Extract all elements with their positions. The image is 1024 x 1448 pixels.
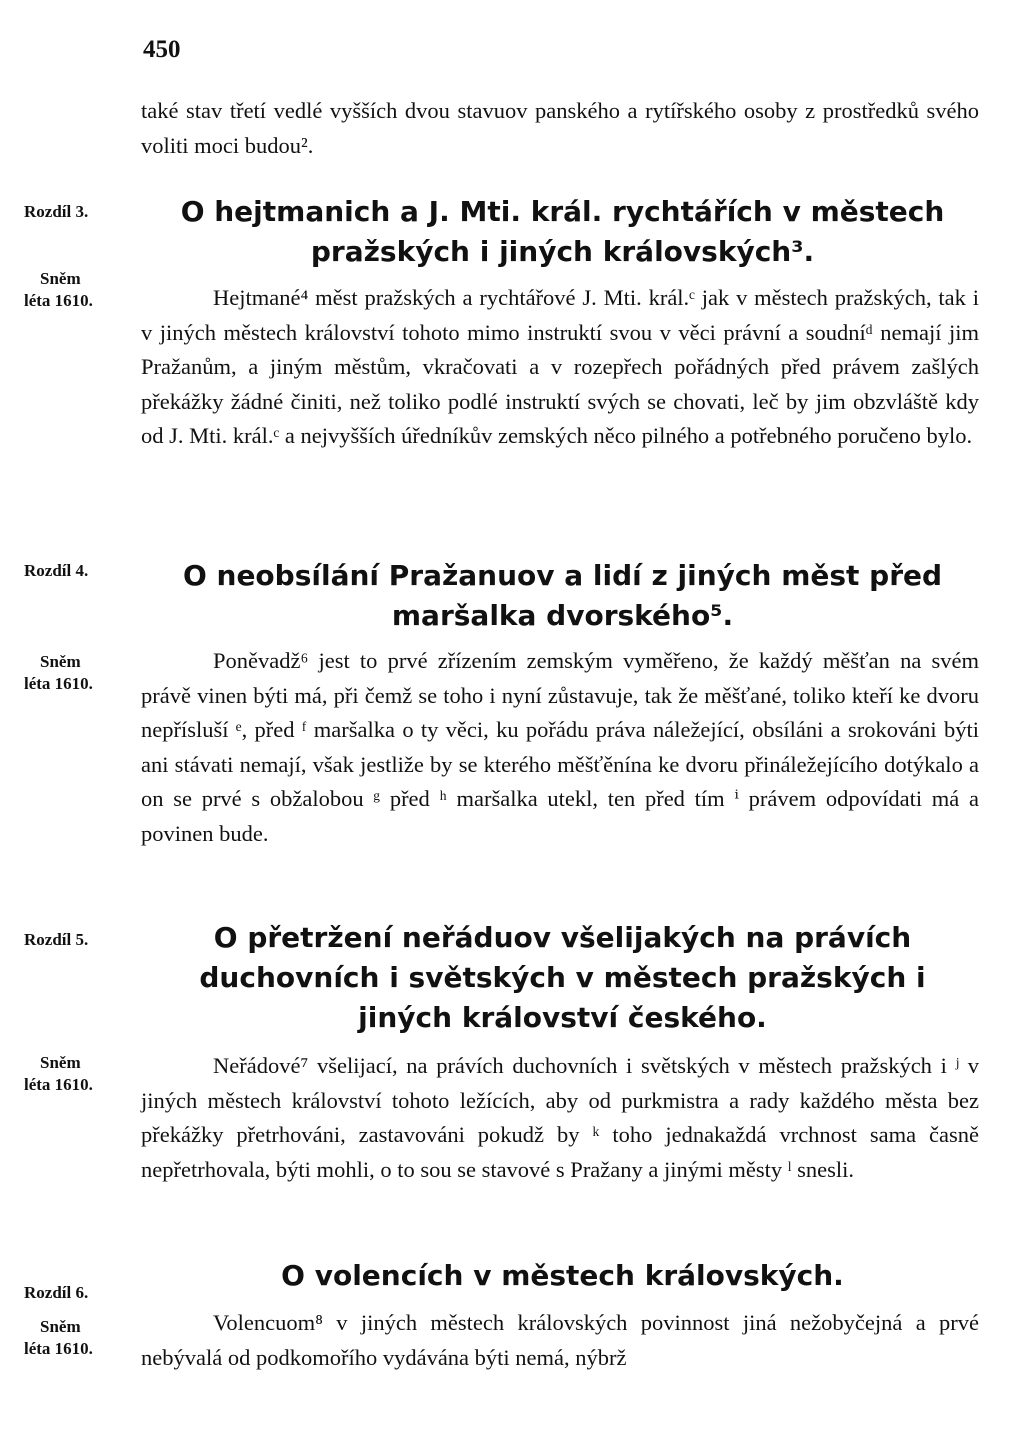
margin-note-snem-5 bbox=[24, 1052, 134, 1096]
section-paragraph: Poněvadž⁶ jest to prvé zřízením zemským vyměřeno, že každý měšťan na svém právě vinen býti má, při čemž se toho i nyní zůstavuje, tak že měšťané, toliko kteří ke dvoru nepřísluší ᵉ, před ᶠ maršalka o ty věci, ku pořádu práva náležející, obsíláni a srokováni býti ani stávati nemají, však jestliže by se kterého měšťěnína ke dvoru přináležejícího dotýkalo a on se prvé s obžalobou ᵍ před ʰ maršalka utekl, ten před tím ⁱ právem odpovídati má a povinen bude. bbox=[141, 648, 979, 846]
section-heading: O volencích v městech královských. bbox=[281, 1259, 844, 1292]
section-heading: O hejtmanich a J. Mti. král. rychtářích v městech pražských i jiných královských³. bbox=[180, 195, 945, 268]
margin-snem: Sněm bbox=[40, 1053, 81, 1072]
page-number: 450 bbox=[143, 36, 181, 63]
margin-note-section-3 bbox=[24, 201, 134, 223]
intro-paragraph: také stav třetí vedlé vyšších dvou stavuov panského a rytířského osoby z prostředků svého voliti moci budou². bbox=[141, 98, 979, 158]
margin-snem: Sněm bbox=[40, 269, 81, 288]
margin-leta: léta 1610. bbox=[24, 1339, 93, 1358]
margin-rozdil: Rozdíl 3. bbox=[24, 202, 89, 221]
margin-note-snem-6 bbox=[24, 1316, 134, 1360]
margin-leta: léta 1610. bbox=[24, 291, 93, 310]
margin-note-snem-3 bbox=[24, 268, 134, 312]
section-paragraph: Volencuom⁸ v jiných městech královských povinnost jiná nežobyčejná a prvé nebývalá od podkomořího vydávána býti nemá, nýbrž bbox=[141, 1310, 979, 1370]
section-heading: O neobsílání Pražanuov a lidí z jiných měst před maršalka dvorského⁵. bbox=[182, 559, 943, 632]
margin-leta: léta 1610. bbox=[24, 674, 93, 693]
margin-rozdil: Rozdíl 5. bbox=[24, 930, 89, 949]
margin-note-section-5 bbox=[24, 929, 134, 951]
margin-snem: Sněm bbox=[40, 652, 81, 671]
margin-note-section-6 bbox=[24, 1282, 134, 1304]
section-paragraph: Hejtmané⁴ měst pražských a rychtářové J. Mti. král.ᶜ jak v městech pražských, tak i v jiných městech království tohoto mimo instruktí svou v věci právní a soudníᵈ nemají jim Pražanům, a jiným městům, vkračovati a v rozepřech pořádných před právem zašlých překážky žádné činiti, než toliko podlé instruktí svých se chovati, leč by jim obzvláště kdy od J. Mti. král.ᶜ a nejvyšších úředníkův zemských něco pilného a potřebného poručeno bylo. bbox=[141, 285, 979, 449]
margin-rozdil: Rozdíl 6. bbox=[24, 1283, 89, 1302]
margin-rozdil: Rozdíl 4. bbox=[24, 561, 89, 580]
section-paragraph: Neřádové⁷ všelijací, na právích duchovních i světských v městech pražských i ʲ v jiných městech království tohoto ležících, aby od purkmistra a rady každého města bez překážky přetrhováni, zastavováni pokudž by ᵏ toho jednakaždá vrchnost sama časně nepřetrhovala, býti mohli, o to sou se stavové s Pražany a jinými městy ˡ snesli. bbox=[141, 1053, 979, 1182]
margin-note-section-4 bbox=[24, 560, 134, 582]
margin-leta: léta 1610. bbox=[24, 1075, 93, 1094]
section-heading: O přetržení neřáduov všelijakých na právích duchovních i světských v městech pražských i jiných království českého. bbox=[199, 921, 926, 1034]
margin-snem: Sněm bbox=[40, 1317, 81, 1336]
margin-note-snem-4 bbox=[24, 651, 134, 695]
